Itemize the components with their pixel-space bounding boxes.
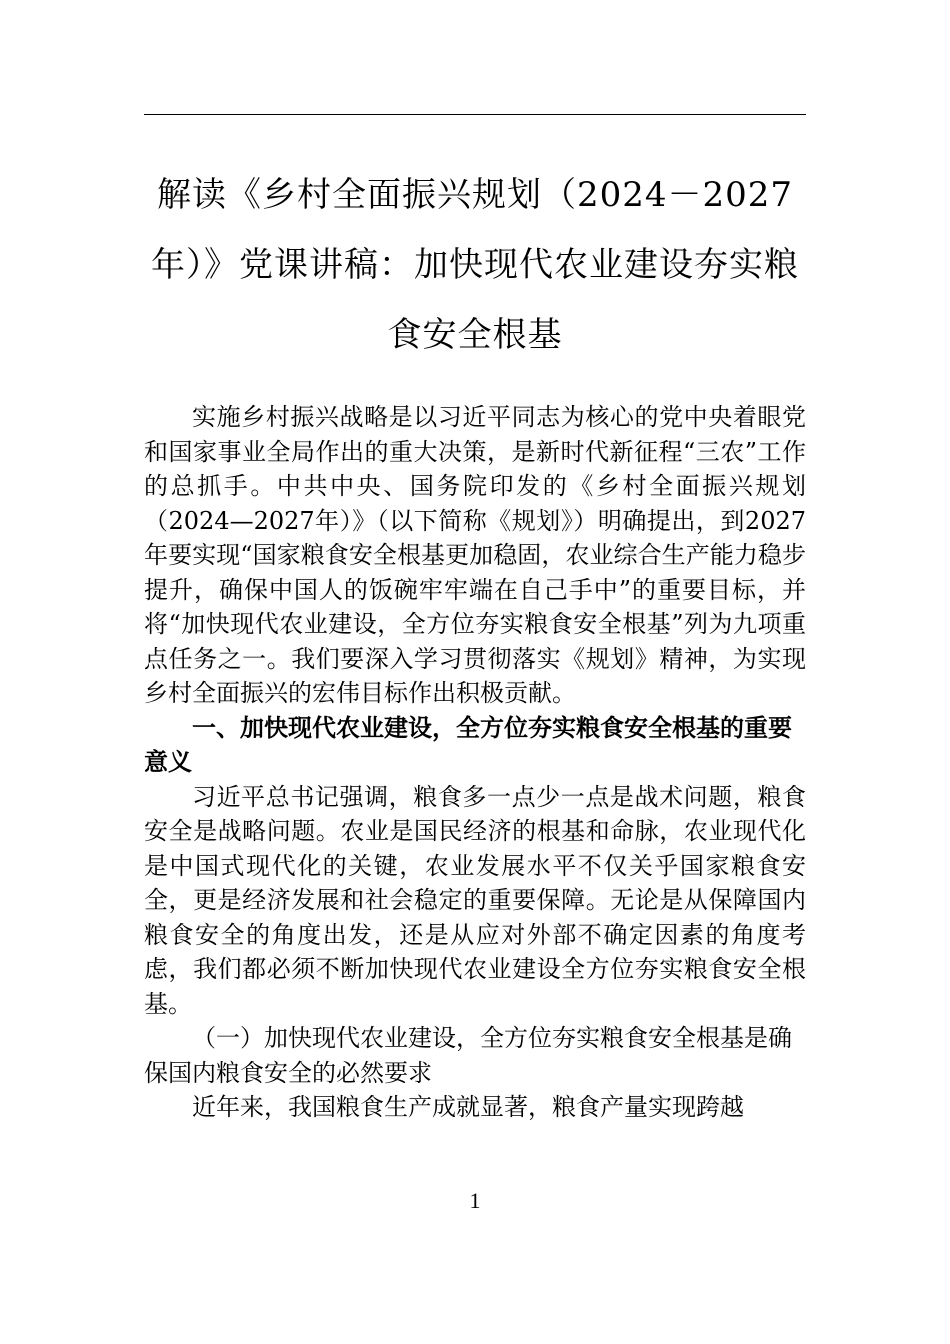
- document-title: 解读《乡村全面振兴规划（2024－2027年）》党课讲稿：加快现代农业建设夯实粮食安全根基: [151, 175, 799, 355]
- section-heading-1: 一、加快现代农业建设，全方位夯实粮食安全根基的重要意义: [144, 713, 792, 776]
- page-number: 1: [469, 1188, 481, 1213]
- subsection-heading-1: （一）加快现代农业建设，全方位夯实粮食安全根基是确保国内粮食安全的必然要求: [144, 1024, 792, 1087]
- subsection-1-paragraph: 近年来，我国粮食生产成就显著，粮食产量实现跨越: [192, 1093, 744, 1121]
- section-1-paragraph: 习近平总书记强调，粮食多一点少一点是战术问题，粮食安全是战略问题。农业是国民经济的根基和命脉，农业现代化是中国式现代化的关键，农业发展水平不仅关乎国家粮食安全，更是经济发展和社会稳定的重要保障。无论是从保障国内粮食安全的角度出发，还是从应对外部不确定因素的角度考虑，我们都必须不断加快现代农业建设全方位夯实粮食安全根基。: [144, 782, 806, 1018]
- header-rule: [144, 114, 806, 115]
- document-body: [144, 400, 806, 1125]
- intro-paragraph: 实施乡村振兴战略是以习近平同志为核心的党中央着眼党和国家事业全局作出的重大决策，是新时代新征程“三农”工作的总抓手。中共中央、国务院印发的《乡村全面振兴规划（2024—2027年）》（以下简称《规划》）明确提出，到2027年要实现“国家粮食安全根基更加稳固，农业综合生产能力稳步提升，确保中国人的饭碗牢牢端在自己手中”的重要目标，并将“加快现代农业建设，全方位夯实粮食安全根基”列为九项重点任务之一。我们要深入学习贯彻落实《规划》精神，为实现乡村全面振兴的宏伟目标作出积极贡献。: [144, 403, 806, 707]
